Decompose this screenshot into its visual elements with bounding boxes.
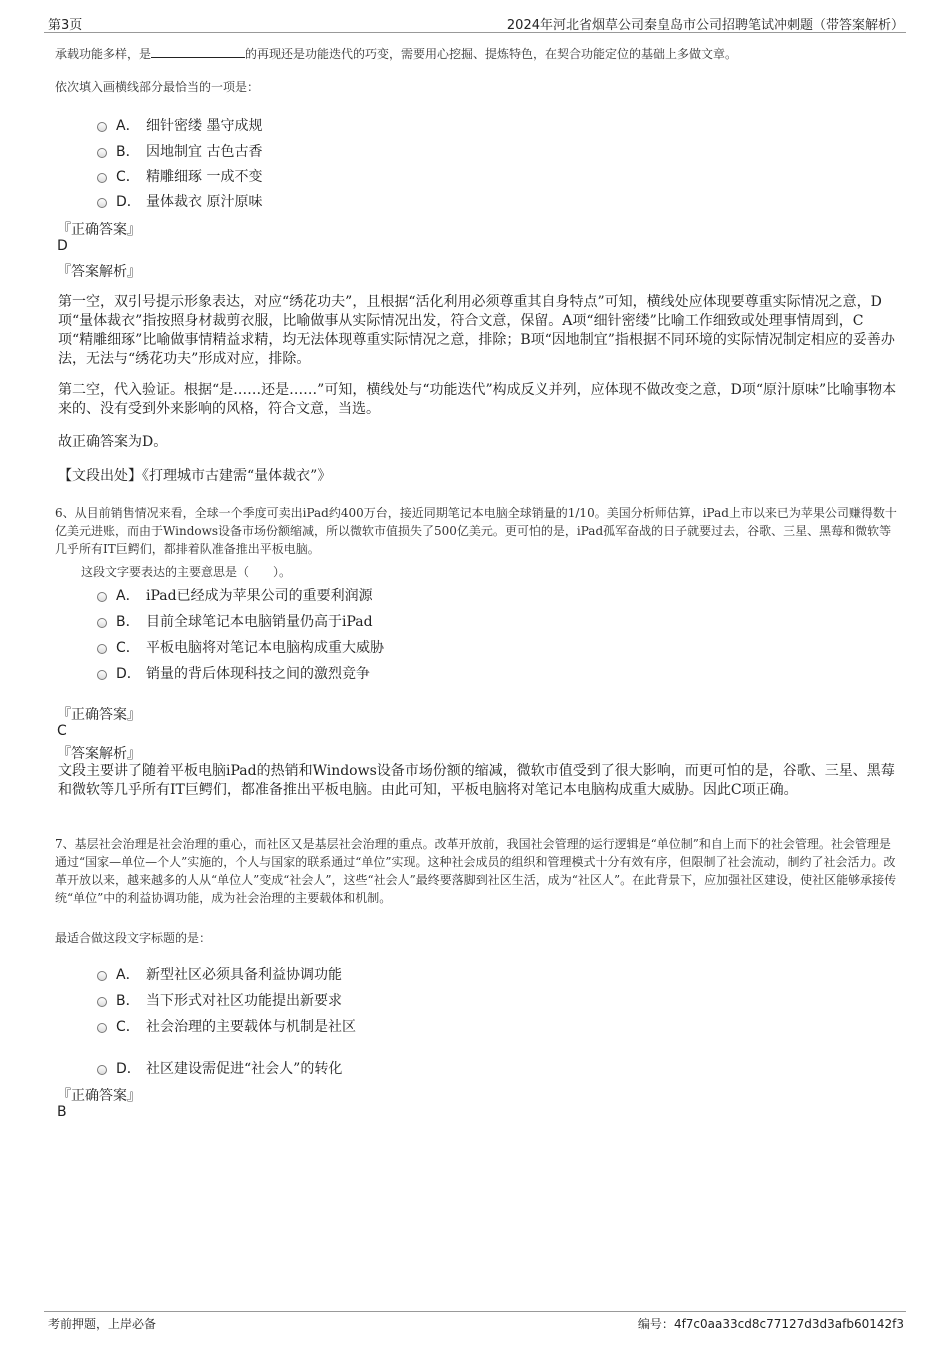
q5-answer-label: 『正确答案』 [57,222,141,238]
q5-analysis-label: 『答案解析』 [57,264,141,280]
page-number: 第3页 [48,18,83,33]
q7-option-a[interactable]: A． 新型社区必须具备利益协调功能 [97,964,342,984]
q5-prompt: 依次填入画横线部分最恰当的一项是： [55,80,260,94]
q5-blank [151,45,245,58]
radio-icon[interactable] [97,644,107,654]
radio-icon[interactable] [97,198,107,208]
q5-stem-before: 承载功能多样，是 [55,47,152,61]
q5-option-a[interactable]: A． 细针密缕 墨守成规 [97,115,262,135]
radio-icon[interactable] [97,997,107,1007]
radio-icon[interactable] [97,122,107,132]
q6-answer-label: 『正确答案』 [57,707,141,723]
header-divider [44,32,906,33]
radio-icon[interactable] [97,592,107,602]
q6-analysis-label: 『答案解析』 [57,746,141,762]
q5-option-c[interactable]: C． 精雕细琢 一成不变 [97,166,262,186]
footer-code-value: 4f7c0aa33cd8c77127d3d3afb60142f3 [673,1317,904,1331]
q5-answer: D [57,238,68,254]
q5-option-d[interactable]: D． 量体裁衣 原汁原味 [97,191,262,211]
q6-option-d[interactable]: D． 销量的背后体现科技之间的激烈竞争 [97,663,370,683]
q5-stem-after: 的再现还是功能迭代的巧变，需要用心挖掘、提炼特色，在契合功能定位的基础上多做文章。 [245,47,738,61]
q5-stem [55,45,905,63]
q7-prompt: 最适合做这段文字标题的是： [55,931,212,945]
radio-icon[interactable] [97,971,107,981]
q6-stem: 6、从目前销售情况来看，全球一个季度可卖出iPad约400万台，接近同期笔记本电脑全球销量的1/10。美国分析师估算，iPad上市以来已为苹果公司赚得数十亿美元进账，而由于Windows设备市场份额缩减，所以微软市值损失了500亿美元。更可怕的是，iPad孤军奋战的日子就要过去，谷歌、三星、黑莓和微软等几乎所有IT巨鳄们，都排着队准备推出平板电脑。 [55,506,897,556]
q7-answer-label: 『正确答案』 [57,1088,141,1104]
q6-analysis: 文段主要讲了随着平板电脑iPad的热销和Windows设备市场份额的缩减，微软市值受到了很大影响，而更可怕的是，谷歌、三星、黑莓和微软等几乎所有IT巨鳄们，都准备推出平板电脑。由此可知，平板电脑将对笔记本电脑构成重大威胁。因此C项正确。 [58,763,895,798]
footer-slogan: 考前押题，上岸必备 [48,1317,157,1331]
q5-source: 【文段出处】《打理城市古建需“量体裁衣”》 [58,468,332,484]
q7-option-c[interactable]: C． 社会治理的主要载体与机制是社区 [97,1016,356,1036]
document-title: 2024年河北省烟草公司秦皇岛市公司招聘笔试冲刺题（带答案解析） [506,18,904,33]
radio-icon[interactable] [97,618,107,628]
q5-option-b[interactable]: B． 因地制宜 古色古香 [97,141,262,161]
q6-option-c[interactable]: C． 平板电脑将对笔记本电脑构成重大威胁 [97,637,384,657]
radio-icon[interactable] [97,1023,107,1033]
q6-option-b[interactable]: B． 目前全球笔记本电脑销量仍高于iPad [97,611,373,631]
radio-icon[interactable] [97,1065,107,1075]
radio-icon[interactable] [97,173,107,183]
q5-analysis-p2: 第二空，代入验证。根据“是……还是……”可知，横线处与“功能迭代”构成反义并列，应体现不做改变之意，D项“原汁原味”比喻事物本来的、没有受到外来影响的风格，符合文意，当选。 [58,382,897,417]
radio-icon[interactable] [97,670,107,680]
q6-option-a[interactable]: A． iPad已经成为苹果公司的重要利润源 [97,585,373,605]
footer-code [638,1315,904,1332]
radio-icon[interactable] [97,148,107,158]
q6-prompt: 这段文字要表达的主要意思是（ ）。 [81,565,292,579]
q7-answer: B [57,1104,67,1120]
footer-divider [44,1311,906,1312]
q5-analysis-p3: 故正确答案为D。 [58,434,168,450]
q5-analysis-p1: 第一空，双引号提示形象表达，对应“绣花功夫”，且根据“活化利用必须尊重其自身特点”可知，横线处应体现要尊重实际情况之意，D项“量体裁衣”指按照身材裁剪衣服，比喻做事从实际情况出发，符合文意，保留。A项“细针密缕”比喻工作细致或处理事情周到，C项“精雕细琢”比喻做事情精益求精，均无法体现尊重实际情况之意，排除；B项“因地制宜”指根据不同环境的实际情况制定相应的妥善办法，无法与“绣花功夫”形成对应，排除。 [58,294,895,367]
q7-option-b[interactable]: B． 当下形式对社区功能提出新要求 [97,990,342,1010]
q7-stem: 7、基层社会治理是社会治理的重心，而社区又是基层社会治理的重点。改革开放前，我国社会管理的运行逻辑是“单位制”和自上而下的社会管理。社会管理是通过“国家—单位—个人”实施的，个人与国家的联系通过“单位”实现。这种社会成员的组织和管理模式十分有效有序，但限制了社会流动，制约了社会活力。改革开放以来，越来越多的人从“单位人”变成“社会人”，这些“社会人”最终要落脚到社区生活，成为“社区人”。在此背景下，应加强社区建设，使社区能够承接传统“单位”中的利益协调功能，成为社会治理的主要载体和机制。 [55,837,897,905]
q7-option-d[interactable]: D． 社区建设需促进“社会人”的转化 [97,1058,342,1078]
q6-answer: C [57,723,67,739]
footer-code-label: 编号： [637,1317,674,1331]
